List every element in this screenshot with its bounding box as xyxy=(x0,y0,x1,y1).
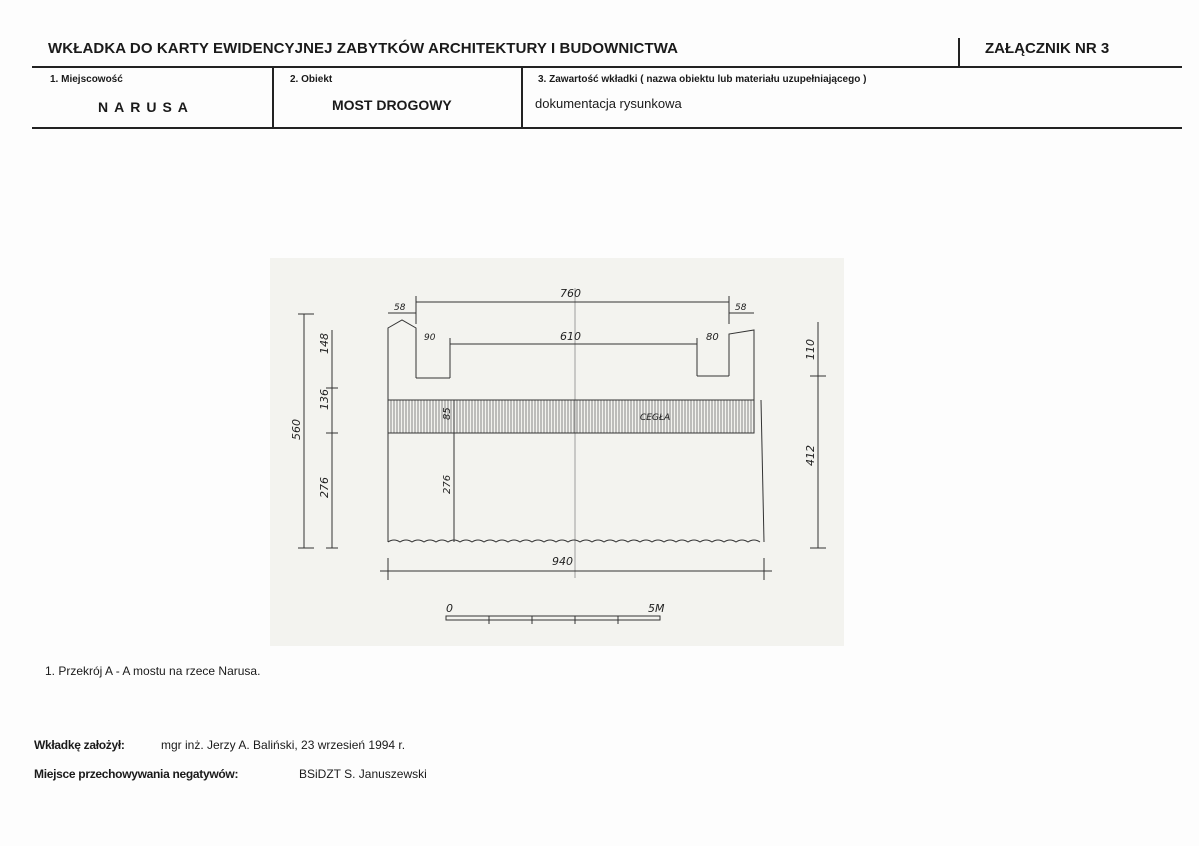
right-parapet xyxy=(729,330,754,400)
dim-inner-lower: 276 xyxy=(442,474,453,494)
dim-left-cap: 58 xyxy=(394,303,406,313)
dim-left-deck: 136 xyxy=(318,389,331,410)
scale-start: 0 xyxy=(446,602,453,615)
dim-760: 760 xyxy=(560,287,581,300)
left-parapet xyxy=(388,320,416,400)
riverbed-stones xyxy=(388,540,760,542)
scale-bar xyxy=(446,616,660,620)
place-label: 1. Miejscowość xyxy=(50,74,123,85)
cross-section-sketch xyxy=(270,258,844,646)
field-divider-2 xyxy=(521,68,523,128)
dim-left-upper: 148 xyxy=(318,333,331,354)
form-title: WKŁADKA DO KARTY EWIDENCYJNEJ ZABYTKÓW ARCHITEKTURY I BUDOWNICTWA xyxy=(48,40,679,57)
content-value: dokumentacja rysunkowa xyxy=(535,96,682,111)
dim-left-total: 560 xyxy=(290,419,303,440)
dim-left-offset: 90 xyxy=(424,333,436,343)
author-label: Wkładkę założył: xyxy=(34,738,125,752)
fields-rule xyxy=(32,127,1182,129)
object-value: MOST DROGOWY xyxy=(332,97,452,113)
negatives-label: Miejsce przechowywania negatywów: xyxy=(34,767,239,781)
dim-inner-deck: 85 xyxy=(442,407,453,420)
annex-number: ZAŁĄCZNIK NR 3 xyxy=(985,40,1110,57)
right-abutment xyxy=(761,400,764,542)
scale-end: 5M xyxy=(648,602,665,615)
header-rule xyxy=(32,66,1182,68)
dim-left-lower: 276 xyxy=(318,477,331,498)
object-label: 2. Obiekt xyxy=(290,74,333,85)
field-divider-1 xyxy=(272,68,274,128)
dim-right-upper: 110 xyxy=(804,339,817,360)
dim-940: 940 xyxy=(552,555,573,568)
header-divider xyxy=(958,38,960,66)
content-label: 3. Zawartość wkładki ( nazwa obiektu lub materiału uzupełniającego ) xyxy=(538,74,867,85)
place-value: NARUSA xyxy=(98,99,194,115)
negatives-value: BSiDZT S. Januszewski xyxy=(299,767,427,781)
dim-610: 610 xyxy=(560,330,581,343)
figure-caption: 1. Przekrój A - A mostu na rzece Narusa. xyxy=(45,664,261,678)
dim-right-cap: 58 xyxy=(735,303,747,313)
author-value: mgr inż. Jerzy A. Baliński, 23 wrzesień 1994 r. xyxy=(161,738,406,752)
dim-right-lower: 412 xyxy=(804,445,817,466)
bridge-cross-section-drawing xyxy=(270,258,844,646)
deck-material-label: CEGŁA xyxy=(640,413,671,423)
dim-right-offset: 80 xyxy=(706,332,719,343)
